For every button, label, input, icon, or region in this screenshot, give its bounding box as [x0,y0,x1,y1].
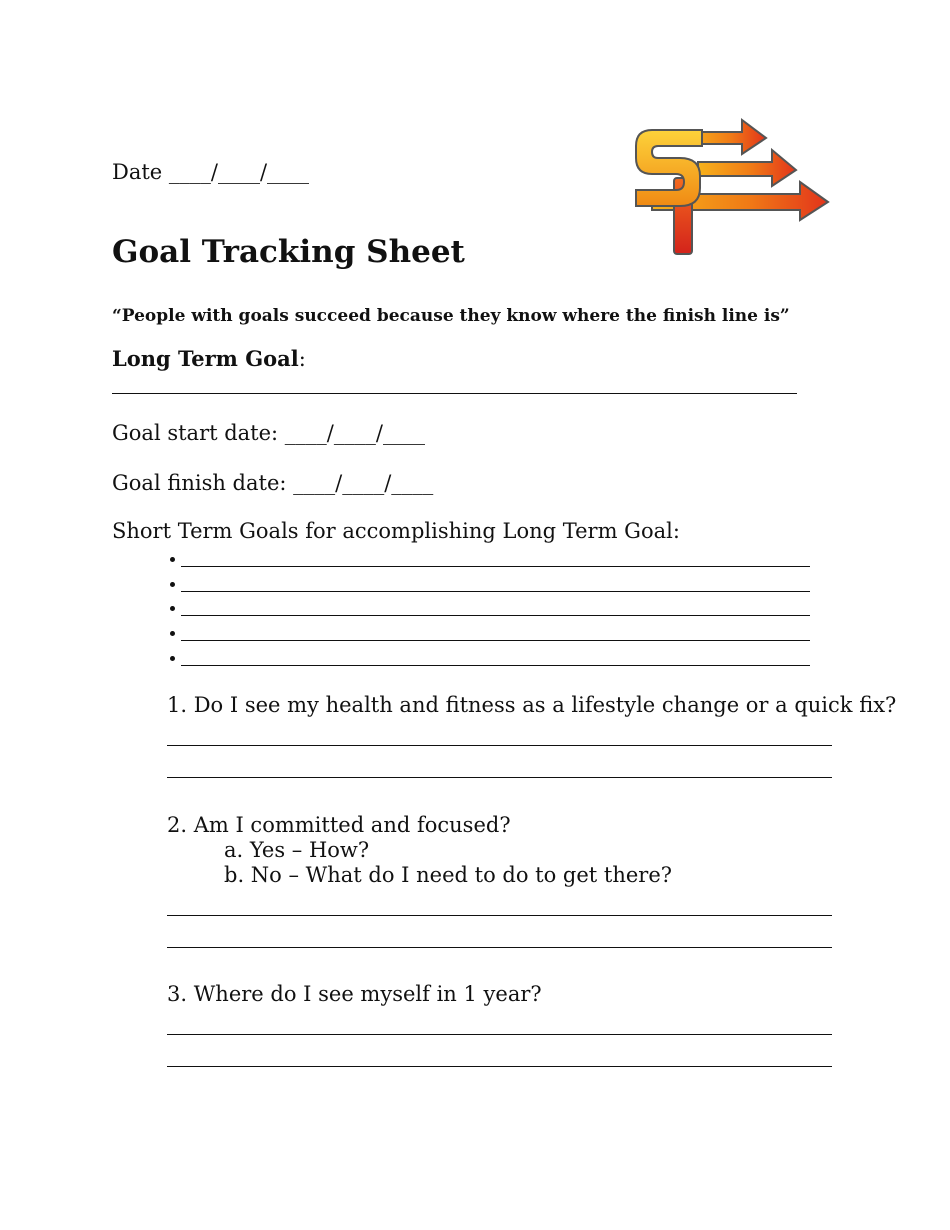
sp-arrows-logo [628,118,834,258]
question-2-option-a: a. Yes – How? [224,838,370,862]
answer-1-line-2[interactable] [167,777,832,778]
question-3: 3. Where do I see myself in 1 year? [167,982,542,1006]
short-term-goal-line-1[interactable] [181,566,810,567]
bullet-icon [170,631,175,636]
question-2-option-b: b. No – What do I need to do to get there? [224,863,673,887]
short-term-goal-line-4[interactable] [181,640,810,641]
goal-finish-date-field[interactable]: Goal finish date: ____/____/____ [112,471,434,495]
answer-3-line-1[interactable] [167,1034,832,1035]
long-term-goal-line[interactable] [112,393,797,394]
short-term-goal-line-2[interactable] [181,591,810,592]
long-term-goal-colon: : [298,347,306,371]
answer-2-line-1[interactable] [167,915,832,916]
bullet-icon [170,557,175,562]
bullet-icon [170,582,175,587]
short-term-goal-line-5[interactable] [181,665,810,666]
short-term-goals-heading: Short Term Goals for accomplishing Long Term Goal: [112,519,680,543]
bullet-icon [170,606,175,611]
goal-start-date-field[interactable]: Goal start date: ____/____/____ [112,421,425,445]
question-2: 2. Am I committed and focused? [167,813,511,837]
quote: “People with goals succeed because they know where the finish line is” [112,306,790,326]
long-term-goal-label: Long Term Goal [112,346,299,371]
date-field[interactable]: Date ____/____/____ [112,160,310,184]
answer-3-line-2[interactable] [167,1066,832,1067]
answer-1-line-1[interactable] [167,745,832,746]
bullet-icon [170,656,175,661]
question-1: 1. Do I see my health and fitness as a lifestyle change or a quick fix? [167,693,897,717]
answer-2-line-2[interactable] [167,947,832,948]
short-term-goal-line-3[interactable] [181,615,810,616]
long-term-goal-heading [112,346,306,371]
page-title: Goal Tracking Sheet [112,234,465,270]
